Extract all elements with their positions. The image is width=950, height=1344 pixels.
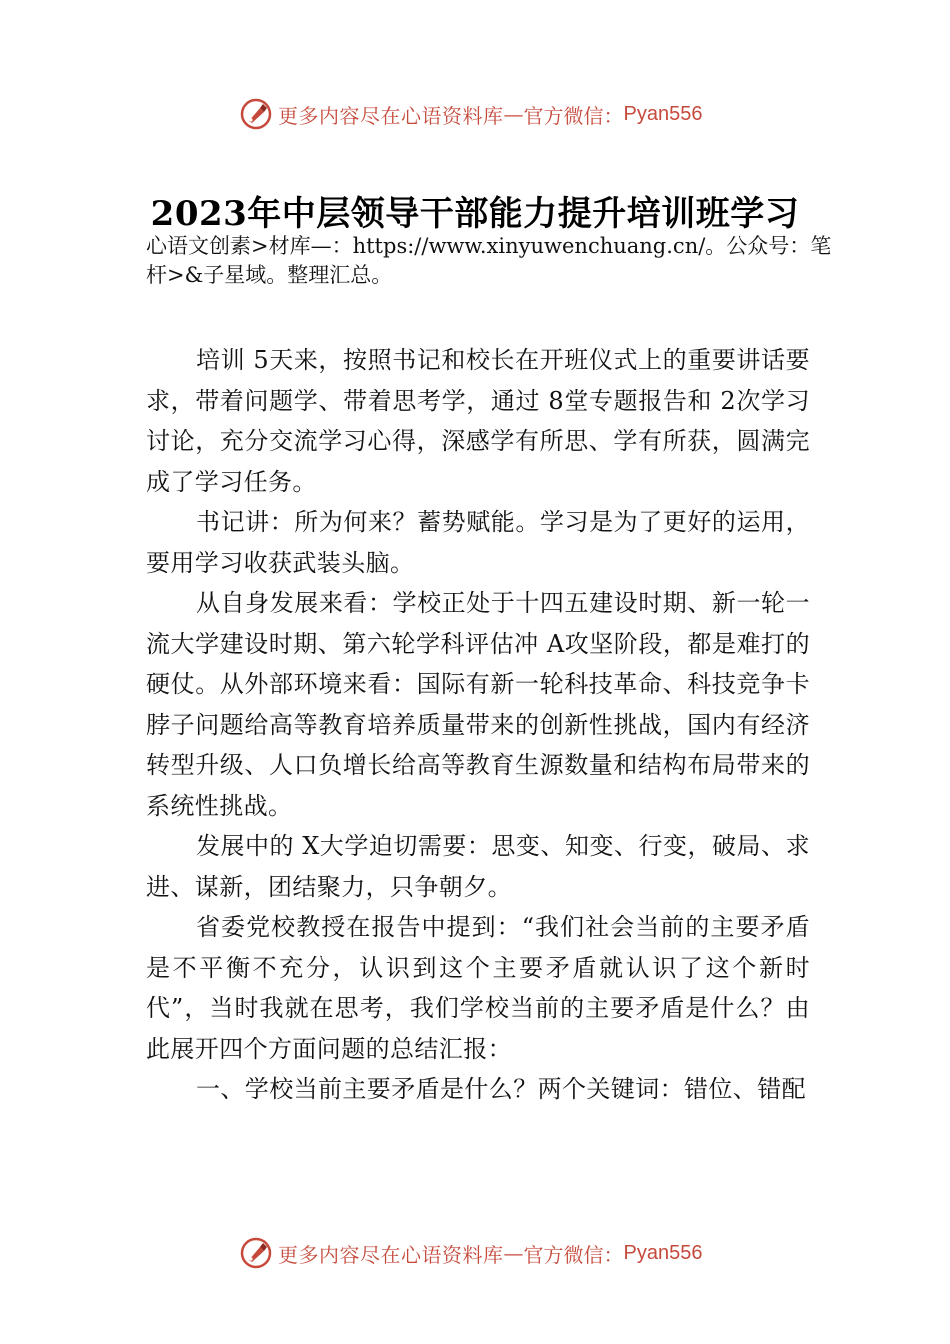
banner-brand-text: 更多内容尽在心语资料库	[278, 103, 504, 128]
footer-banner	[240, 1233, 760, 1273]
document-title: 2023年中层领导干部能力提升培训班学习	[150, 194, 800, 234]
banner-wechat-label: 官方微信：	[523, 1242, 624, 1267]
pen-nib-logo-icon	[240, 1237, 272, 1269]
body-paragraph: 省委党校教授在报告中提到：“我们社会当前的主要矛盾是不平衡不充分，认识到这个主要矛盾就认识了这个新时代”，当时我就在思考，我们学校当前的主要矛盾是什么？由此展开四个方面问题的总结汇报：	[146, 913, 810, 1063]
banner-wechat-label: 官方微信：	[523, 103, 624, 128]
banner-brand-text: 更多内容尽在心语资料库	[278, 1242, 504, 1267]
document-body	[146, 340, 810, 1110]
source-line: 心语文创素>材库—：https://www.xinyuwenchuang.cn/。公众号：笔杆>&子星域。整理汇总。	[146, 234, 832, 287]
pen-nib-logo-icon	[240, 98, 272, 130]
banner-dash: —	[503, 102, 524, 126]
banner-wechat-id: Pyan556	[623, 1241, 703, 1264]
banner-wechat-id: Pyan556	[623, 102, 703, 125]
body-paragraph: 从自身发展来看：学校正处于十四五建设时期、新一轮一流大学建设时期、第六轮学科评估冲 A攻坚阶段，都是难打的硬仗。从外部环境来看：国际有新一轮科技革命、科技竞争卡脖子问题给高等教育培养质量带来的创新性挑战，国内有经济转型升级、人口负增长给高等教育生源数量和结构布局带来的系统性挑战。	[146, 589, 810, 820]
body-paragraph: 书记讲：所为何来？蓄势赋能。学习是为了更好的运用，要用学习收获武装头脑。	[146, 508, 810, 577]
body-paragraph: 发展中的 X大学迫切需要：思变、知变、行变，破局、求进、谋新，团结聚力，只争朝夕。	[146, 832, 810, 901]
body-paragraph: 一、学校当前主要矛盾是什么？两个关键词：错位、错配	[196, 1075, 806, 1103]
header-banner	[240, 94, 760, 134]
banner-dash: —	[503, 1241, 524, 1265]
body-paragraph: 培训 5天来，按照书记和校长在开班仪式上的重要讲话要求，带着问题学、带着思考学，通过 8堂专题报告和 2次学习讨论，充分交流学习心得，深感学有所思、学有所获，圆满完成了学习任务。	[146, 346, 810, 496]
